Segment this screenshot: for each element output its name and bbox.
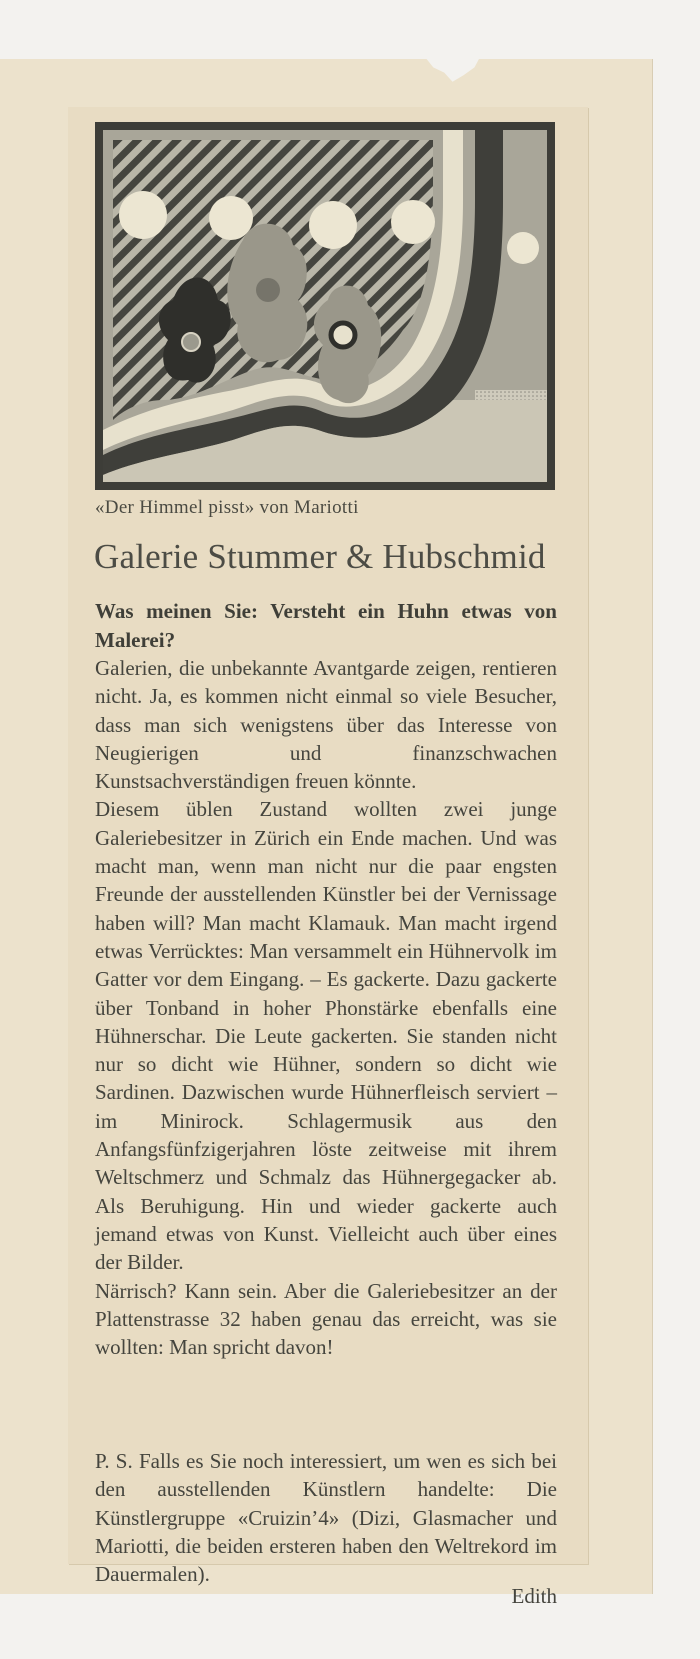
- artwork-image: [95, 122, 555, 490]
- painting-illustration: [103, 130, 547, 482]
- paragraph: Närrisch? Kann sein. Aber die Galeriebesitzer an der Plattenstrasse 32 haben genau das erreicht, was sie wollten: Man spricht davon!: [95, 1278, 557, 1360]
- image-caption: «Der Himmel pisst» von Mariotti: [95, 497, 359, 518]
- paragraph: Galerien, die unbekannte Avantgarde zeigen, rentieren nicht. Ja, es kommen nicht einmal so viele Besucher, dass man sich wenigstens über das Interesse von Neugierigen und finanzschwachen Kunstsachverständigen freuen könnte.: [95, 656, 557, 794]
- article-body: [95, 654, 557, 1361]
- paragraph: Diesem üblen Zustand wollten zwei junge Galeriebesitzer in Zürich ein Ende machen. Und was macht man, wenn man nicht nur die paar engsten Freunde der ausstellenden Künstler bei der Vernissage haben will? Man macht Klamauk. Man macht irgend etwas Verrücktes: Man versammelt ein Hühnervolk im Gatter vor dem Eingang. – Es gackerte. Dazu gackerte über Tonband in hoher Phonstärke ebenfalls eine Hühnerschar. Die Leute gackerten. Sie standen nicht nur so dicht wie Hühner, sondern so dicht wie Sardinen. Dazwischen wurde Hühnerfleisch serviert – im Minirock. Schlagermusik aus den Anfangsfünfzigerjahren löste zeitweise mit ihrem Weltschmerz und Schmalz das Hühnergegacker ab. Als Beruhigung. Hin und wieder gackerte auch jemand etwas von Kunst. Vielleicht auch über eines der Bilder.: [95, 797, 557, 1275]
- author-signature: Edith: [511, 1584, 557, 1608]
- postscript-text: P. S. Falls es Sie noch interessiert, um wen es sich bei den ausstellenden Künstlern handelte: Die Künstlergruppe «Cruizin’4» (Dizi, Glasmacher und Mariotti, die beiden ersteren haben den Weltrekord im Dauermalen).: [95, 1449, 557, 1587]
- article-subhead: Was meinen Sie: Versteht ein Huhn etwas von Malerei?: [95, 599, 557, 652]
- newspaper-clipping: [68, 107, 588, 1608]
- article-title: Galerie Stummer & Hubschmid: [94, 537, 546, 576]
- postscript: [95, 1447, 557, 1588]
